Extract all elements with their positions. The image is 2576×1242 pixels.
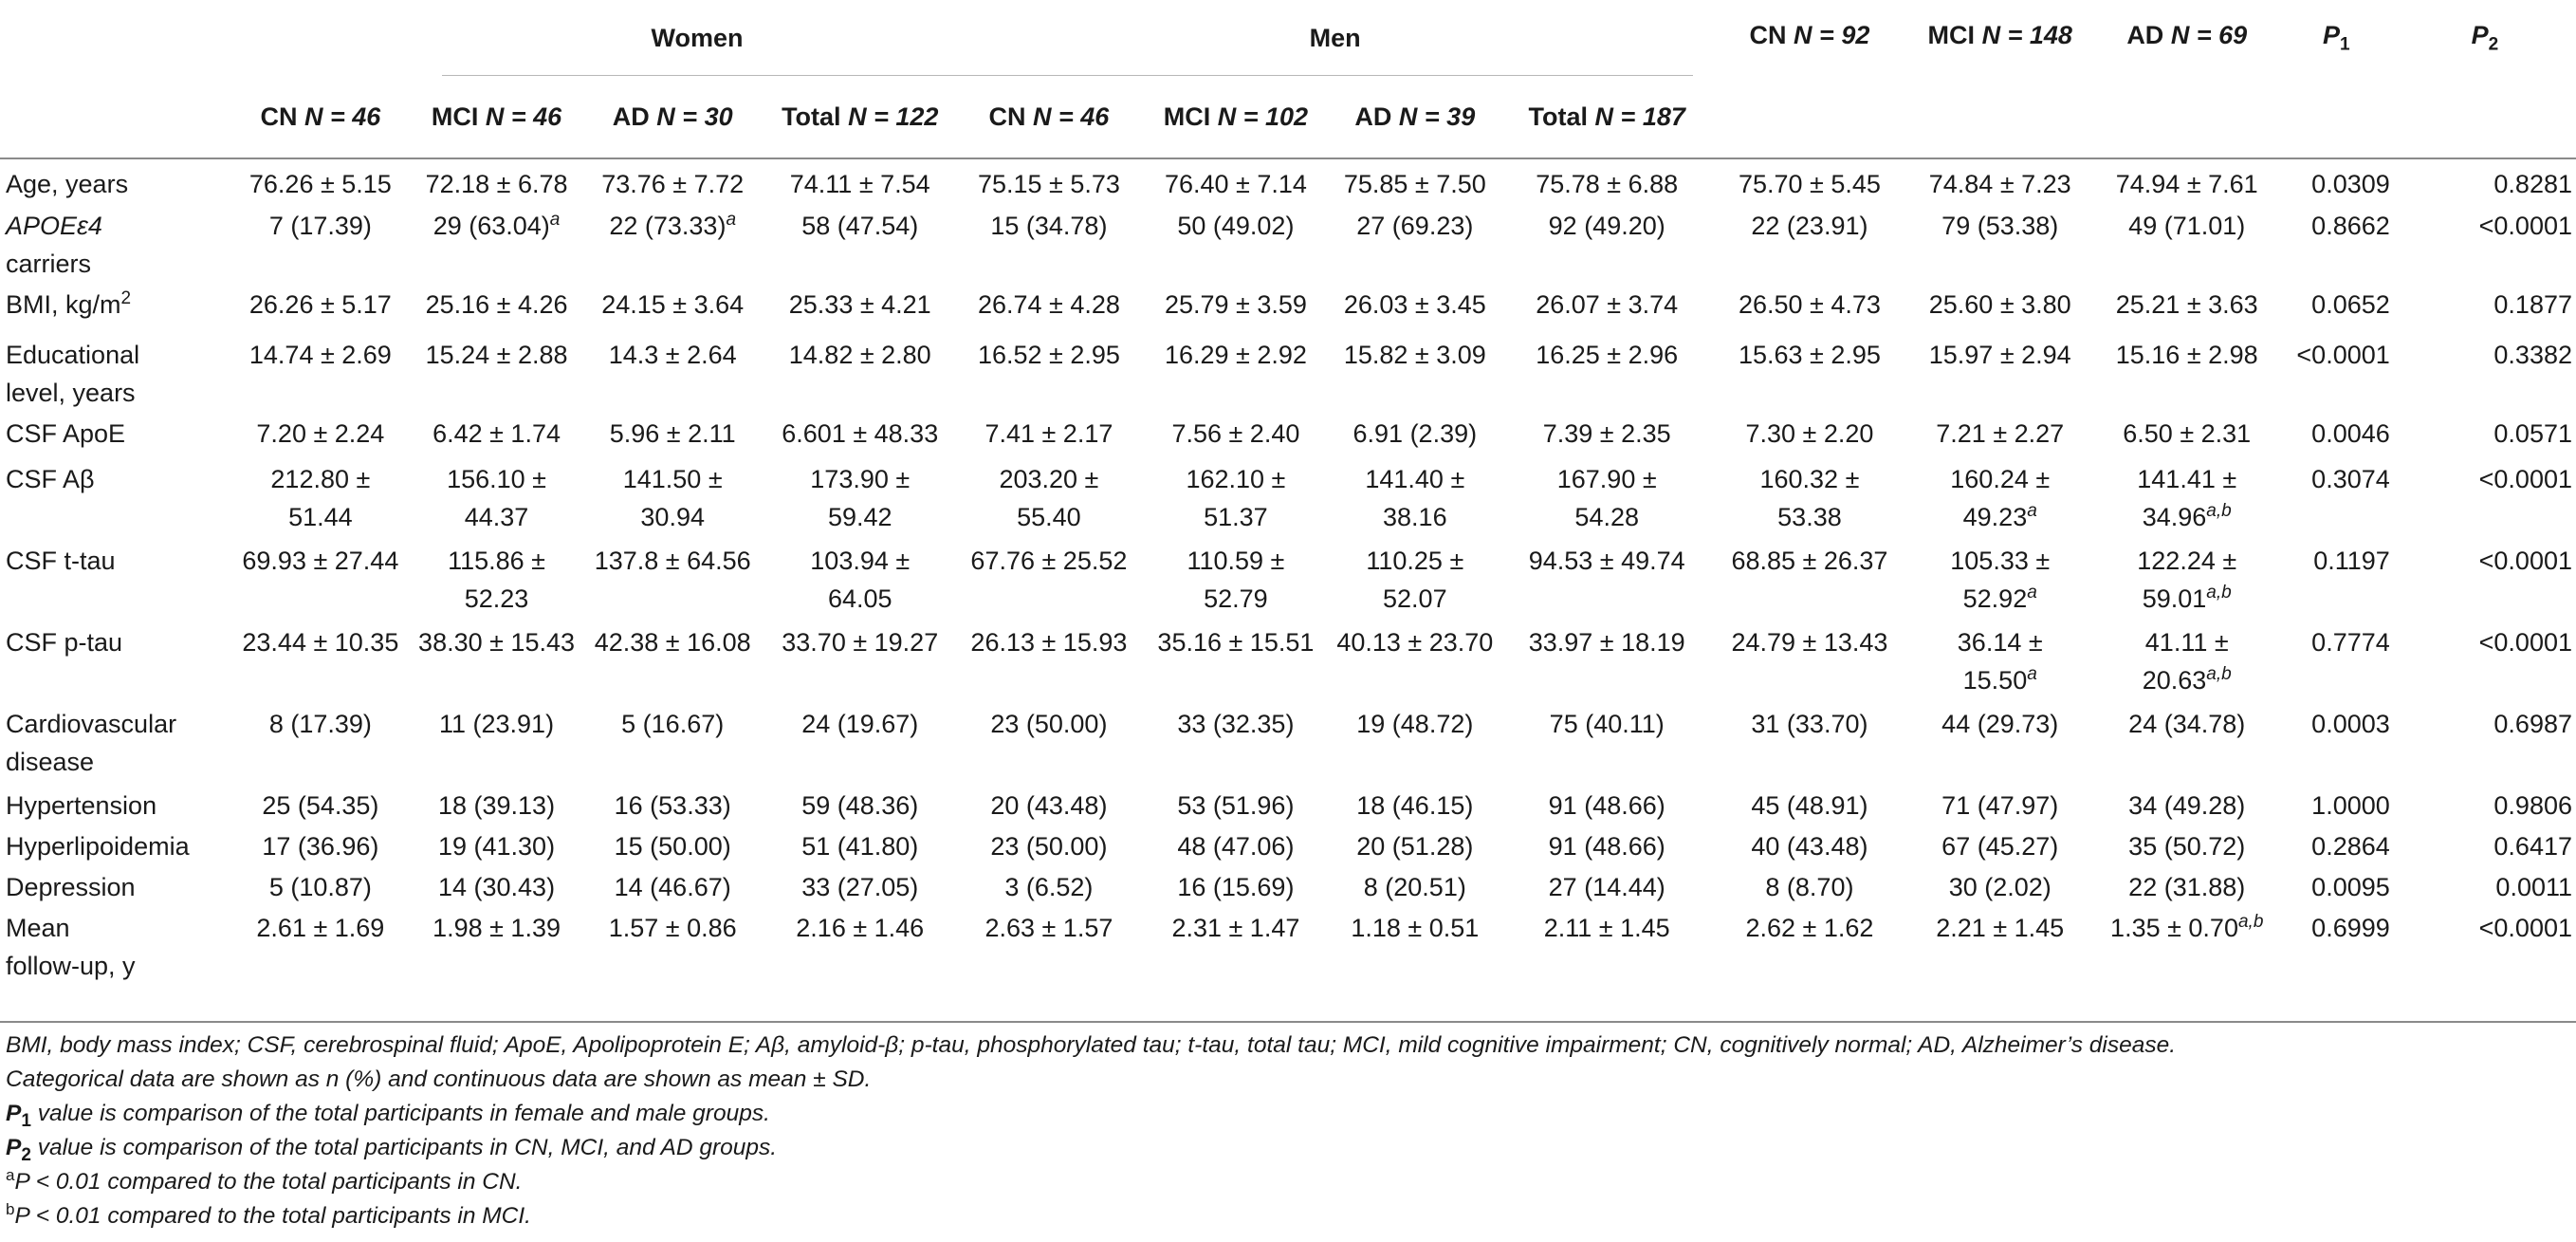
- men-cn-header: CN N = 46: [988, 102, 1110, 131]
- table-cell: 0.6999: [2311, 914, 2390, 942]
- table-cell: <0.0001: [2478, 914, 2572, 942]
- header-empty-2: [0, 76, 230, 158]
- table-cell: 0.0011: [2495, 873, 2572, 901]
- table-cell: 160.24 ± 49.23$^a$: [1950, 465, 2051, 531]
- table-row: [0, 827, 2576, 868]
- table-cell: 27 (69.23): [1356, 212, 1474, 240]
- row-label: CSF Aβ: [6, 465, 95, 493]
- table-cell: 0.1197: [2313, 547, 2390, 575]
- men-mci-header: MCI N = 102: [1163, 102, 1309, 131]
- table-cell: 26.07 ± 3.74: [1536, 290, 1679, 319]
- table-cell: 0.0571: [2493, 419, 2572, 448]
- row-label: Depression: [6, 873, 136, 901]
- table-cell: 203.20 ± 55.40: [999, 465, 1099, 531]
- table-cell: 7.56 ± 2.40: [1171, 419, 1300, 448]
- table-cell: 0.3074: [2311, 465, 2390, 493]
- table-cell: 7.21 ± 2.27: [1936, 419, 2065, 448]
- table-cell: 75.78 ± 6.88: [1536, 170, 1679, 198]
- table-cell: 6.42 ± 1.74: [432, 419, 561, 448]
- table-cell: 15 (50.00): [614, 832, 731, 861]
- table-cell: $1.35 \pm 0.70^{a,b}$: [2110, 912, 2264, 942]
- table-cell: 15.82 ± 3.09: [1343, 341, 1486, 369]
- table-cell: 33 (32.35): [1177, 710, 1295, 738]
- table-cell: 15.97 ± 2.94: [1928, 341, 2071, 369]
- table-cell: 33 (27.05): [801, 873, 919, 901]
- table-cell: <0.0001: [2296, 341, 2390, 369]
- table-cell: 53 (51.96): [1177, 791, 1295, 820]
- table-cell: 22 $(73.33)^a$: [609, 210, 737, 240]
- table-cell: 110.25 ± 52.07: [1366, 547, 1464, 613]
- table-cell: 42.38 ± 16.08: [594, 628, 751, 657]
- table-cell: 15 (34.78): [990, 212, 1108, 240]
- table-cell: 0.2864: [2311, 832, 2390, 861]
- table-cell: 2.31 ± 1.47: [1171, 914, 1300, 942]
- table-cell: 0.0003: [2311, 710, 2390, 738]
- table-cell: 79 (53.38): [1941, 212, 2059, 240]
- table-cell: 92 (49.20): [1548, 212, 1665, 240]
- table-cell: 0.6987: [2493, 710, 2572, 738]
- table-cell: 1.98 ± 1.39: [432, 914, 561, 942]
- table-cell: 22 (23.91): [1751, 212, 1868, 240]
- table-cell: 35 (50.72): [2128, 832, 2246, 861]
- p2-header: $P_2$: [2471, 21, 2499, 55]
- footnote-abbreviations: BMI, body mass index; CSF, cerebrospinal fluid; ApoE, Apolipoprotein E; Aβ, amyloid-β; p-tau, phosphorylated tau; t-tau, total tau; MCI, mild cognitive impairment; CN, cognitively normal; AD, Alzheimer’s disease.: [6, 1032, 2177, 1058]
- row-label: Age, years: [6, 170, 129, 198]
- table-cell: 0.0652: [2311, 290, 2390, 319]
- table-cell: 49 (71.01): [2128, 212, 2246, 240]
- table-cell: 8 (8.70): [1765, 873, 1854, 901]
- row-label: CSF t-tau: [6, 547, 116, 575]
- table-cell: 67 (45.27): [1941, 832, 2059, 861]
- table-cell: 74.94 ± 7.61: [2115, 170, 2258, 198]
- table-cell: 0.0095: [2311, 873, 2390, 901]
- table-cell: 2.16 ± 1.46: [796, 914, 925, 942]
- table-cell: 0.8281: [2493, 170, 2572, 198]
- table-cell: 24.79 ± 13.43: [1731, 628, 1888, 657]
- table-cell: 31 (33.70): [1751, 710, 1868, 738]
- table-cell: 25.79 ± 3.59: [1164, 290, 1307, 319]
- table-cell: 91 (48.66): [1548, 791, 1665, 820]
- table-cell: 105.33 ± 52.92$^a$: [1950, 547, 2051, 613]
- table-cell: 35.16 ± 15.51: [1157, 628, 1315, 657]
- table-cell: 162.10 ± 51.37: [1186, 465, 1286, 531]
- table-cell: 23 (50.00): [990, 710, 1108, 738]
- row-label: Hyperlipoidemia: [6, 832, 190, 861]
- women-mci-header: MCI N = 46: [431, 102, 562, 131]
- table-row: [0, 415, 2576, 460]
- table-cell: 5 (16.67): [621, 710, 725, 738]
- table-cell: 15.24 ± 2.88: [425, 341, 568, 369]
- row-label: CSF p-tau: [6, 628, 123, 657]
- table-cell: 74.11 ± 7.54: [789, 170, 930, 198]
- table-cell: 0.8662: [2311, 212, 2390, 240]
- table-cell: 16 (15.69): [1177, 873, 1295, 901]
- table-row: [0, 623, 2576, 705]
- table-cell: 17 (36.96): [262, 832, 379, 861]
- table-cell: 14 (30.43): [437, 873, 556, 901]
- table-cell: 67.76 ± 25.52: [970, 547, 1128, 575]
- table-cell: 59 (48.36): [801, 791, 919, 820]
- table-cell: 167.90 ± 54.28: [1556, 465, 1657, 531]
- table-cell: 23 (50.00): [990, 832, 1108, 861]
- table-cell: 141.40 ± 38.16: [1365, 465, 1465, 531]
- women-total-header: Total N = 122: [782, 102, 939, 131]
- table-cell: 8 (17.39): [268, 710, 372, 738]
- table-cell: 7.20 ± 2.24: [256, 419, 385, 448]
- table-cell: 141.50 ± 30.94: [622, 465, 723, 531]
- table-cell: 40.13 ± 23.70: [1336, 628, 1494, 657]
- table-cell: 91 (48.66): [1548, 832, 1665, 861]
- table-cell: 6.601 ± 48.33: [782, 419, 939, 448]
- table-cell: <0.0001: [2478, 628, 2572, 657]
- men-total-header: Total N = 187: [1528, 102, 1685, 131]
- table-cell: 74.84 ± 7.23: [1928, 170, 2071, 198]
- table-cell: 76.40 ± 7.14: [1164, 170, 1307, 198]
- table-cell: 6.50 ± 2.31: [2123, 419, 2252, 448]
- row-label: Hypertension: [6, 791, 157, 820]
- table-cell: 141.41 ± $34.96^{a,b}$: [2137, 465, 2237, 531]
- table-row: [0, 207, 2576, 286]
- table-cell: 29 $(63.04)^a$: [432, 210, 561, 240]
- table-cell: 26.13 ± 15.93: [970, 628, 1128, 657]
- table-row: [0, 705, 2576, 787]
- table-cell: <0.0001: [2478, 212, 2572, 240]
- table-cell: 6.91 (2.39): [1352, 419, 1478, 448]
- table-cell: 76.26 ± 5.15: [248, 170, 392, 198]
- women-ad-header: AD N = 30: [612, 102, 733, 131]
- table-cell: 2.61 ± 1.69: [256, 914, 385, 942]
- table-cell: 1.57 ± 0.86: [608, 914, 737, 942]
- table-cell: 26.50 ± 4.73: [1738, 290, 1881, 319]
- table-cell: 1.0000: [2311, 791, 2390, 820]
- table-cell: 51 (41.80): [801, 832, 919, 861]
- table-cell: 2.62 ± 1.62: [1745, 914, 1874, 942]
- table-cell: <0.0001: [2478, 465, 2572, 493]
- table-cell: 41.11 ± $20.63^{a,b}$: [2142, 628, 2232, 695]
- table-cell: 58 (47.54): [801, 212, 919, 240]
- table-row: [0, 336, 2576, 415]
- table-cell: 33.97 ± 18.19: [1528, 628, 1685, 657]
- table-cell: 50 (49.02): [1177, 212, 1295, 240]
- footnote-a: $^a$P < 0.01 compared to the total participants in CN.: [6, 1165, 523, 1195]
- table-cell: 0.3382: [2493, 341, 2572, 369]
- table-cell: 27 (14.44): [1548, 873, 1665, 901]
- table-cell: 22 (31.88): [2128, 873, 2246, 901]
- header-row-groups: [0, 0, 2576, 76]
- table-cell: 5.96 ± 2.11: [609, 419, 736, 448]
- footnote-data-shown: Categorical data are shown as n (%) and continuous data are shown as mean ± SD.: [6, 1066, 872, 1092]
- table-cell: 45 (48.91): [1751, 791, 1868, 820]
- table-cell: 26.26 ± 5.17: [248, 290, 392, 319]
- table-cell: 19 (48.72): [1356, 710, 1474, 738]
- table-cell: 30 (2.02): [1948, 873, 2052, 901]
- row-label: BMI, $kg/m^2$: [6, 288, 132, 319]
- table-cell: 94.53 ± 49.74: [1528, 547, 1685, 575]
- footnote-p2: $P_2$ value is comparison of the total participants in CN, MCI, and AD groups.: [6, 1135, 778, 1165]
- men-group-header: Men: [956, 0, 1714, 76]
- table-row: [0, 542, 2576, 623]
- table-row: [0, 286, 2576, 336]
- total-cn-header: CN N = 92: [1749, 21, 1870, 49]
- table-cell: 0.7774: [2311, 628, 2390, 657]
- table-footnotes: [6, 1029, 2176, 1233]
- table-cell: 122.24 ± $59.01^{a,b}$: [2137, 547, 2237, 613]
- table-cell: 2.63 ± 1.57: [984, 914, 1113, 942]
- table-row: [0, 787, 2576, 827]
- table-cell: 71 (47.97): [1941, 791, 2059, 820]
- table-cell: 156.10 ± 44.37: [447, 465, 546, 531]
- table-cell: 68.85 ± 26.37: [1731, 547, 1888, 575]
- table-cell: 14.74 ± 2.69: [248, 341, 392, 369]
- table-cell: 7.39 ± 2.35: [1542, 419, 1671, 448]
- table-cell: 25.60 ± 3.80: [1928, 290, 2071, 319]
- table-cell: 11 (23.91): [438, 710, 555, 738]
- table-cell: 14 (46.67): [614, 873, 731, 901]
- table-cell: 18 (39.13): [437, 791, 556, 820]
- table-cell: 173.90 ± 59.42: [810, 465, 911, 531]
- women-group-header: Women: [230, 0, 956, 76]
- table-cell: 44 (29.73): [1941, 710, 2059, 738]
- table-cell: 16.52 ± 2.95: [977, 341, 1120, 369]
- table-cell: 26.03 ± 3.45: [1343, 290, 1486, 319]
- table-cell: 33.70 ± 19.27: [782, 628, 939, 657]
- table-cell: 115.86 ± 52.23: [448, 547, 545, 613]
- table-cell: 75.85 ± 7.50: [1343, 170, 1486, 198]
- table-cell: 18 (46.15): [1356, 791, 1474, 820]
- table-cell: 25.33 ± 4.21: [788, 290, 931, 319]
- table-row: [0, 868, 2576, 909]
- table-cell: 24.15 ± 3.64: [601, 290, 745, 319]
- table-cell: 16.29 ± 2.92: [1164, 341, 1307, 369]
- table-cell: 212.80 ± 51.44: [270, 465, 371, 531]
- total-ad-header: AD N = 69: [2126, 21, 2248, 49]
- table-cell: 38.30 ± 15.43: [418, 628, 575, 657]
- table-cell: 137.8 ± 64.56: [594, 547, 751, 575]
- table-cell: 14.82 ± 2.80: [788, 341, 931, 369]
- men-ad-header: AD N = 39: [1354, 102, 1476, 131]
- table-cell: 19 (41.30): [437, 832, 556, 861]
- table-bottom-rule: [0, 1021, 2576, 1023]
- table-cell: <0.0001: [2478, 547, 2572, 575]
- table-cell: 7.41 ± 2.17: [984, 419, 1113, 448]
- table-cell: 7 (17.39): [268, 212, 372, 240]
- table-cell: 2.21 ± 1.45: [1936, 914, 2065, 942]
- table-cell: 75.15 ± 5.73: [977, 170, 1120, 198]
- row-label: APOEε4 carriers: [6, 212, 102, 278]
- table-cell: 2.11 ± 1.45: [1543, 914, 1670, 942]
- table-cell: 0.0309: [2311, 170, 2390, 198]
- table-cell: 69.93 ± 27.44: [242, 547, 399, 575]
- table-cell: 72.18 ± 6.78: [425, 170, 568, 198]
- table-cell: 24 (34.78): [2128, 710, 2246, 738]
- table-cell: 24 (19.67): [801, 710, 919, 738]
- table-cell: 25 (54.35): [262, 791, 379, 820]
- table-cell: 20 (43.48): [990, 791, 1108, 820]
- table-cell: 0.6417: [2493, 832, 2572, 861]
- table-cell: 40 (43.48): [1751, 832, 1868, 861]
- table-cell: 5 (10.87): [268, 873, 372, 901]
- table-cell: 160.32 ± 53.38: [1759, 465, 1860, 531]
- table-cell: 8 (20.51): [1363, 873, 1466, 901]
- table-cell: 25.16 ± 4.26: [425, 290, 568, 319]
- table-cell: 25.21 ± 3.63: [2115, 290, 2258, 319]
- table-cell: 14.3 ± 2.64: [608, 341, 737, 369]
- footnote-p1: $P_1$ value is comparison of the total participants in female and male groups.: [6, 1101, 770, 1131]
- table-cell: 75 (40.11): [1549, 710, 1665, 738]
- table-cell: 16 (53.33): [614, 791, 731, 820]
- table-cell: 48 (47.06): [1177, 832, 1295, 861]
- table-cell: 15.16 ± 2.98: [2115, 341, 2258, 369]
- table-cell: 3 (6.52): [1004, 873, 1094, 901]
- table-row: [0, 909, 2576, 985]
- row-label: Educational level, years: [6, 341, 140, 407]
- p1-header: $P_1$: [2323, 21, 2350, 55]
- row-label: CSF ApoE: [6, 419, 126, 448]
- table-cell: 0.0046: [2311, 419, 2390, 448]
- table-cell: 103.94 ± 64.05: [810, 547, 911, 613]
- row-label: Mean follow-up, y: [6, 914, 136, 980]
- table-cell: 7.30 ± 2.20: [1745, 419, 1874, 448]
- table-row: [0, 460, 2576, 542]
- table-cell: 75.70 ± 5.45: [1738, 170, 1881, 198]
- footnote-b: $^b$P < 0.01 compared to the total participants in MCI.: [6, 1199, 531, 1229]
- table-cell: 0.9806: [2493, 791, 2572, 820]
- table-cell: 23.44 ± 10.35: [242, 628, 399, 657]
- women-cn-header: CN N = 46: [260, 102, 381, 131]
- table-cell: 16.25 ± 2.96: [1536, 341, 1679, 369]
- header-empty: [0, 0, 230, 76]
- table-cell: 36.14 ± 15.50$^a$: [1957, 628, 2043, 695]
- total-mci-header: MCI N = 148: [1927, 21, 2072, 49]
- table-cell: 20 (51.28): [1356, 832, 1474, 861]
- table-cell: 15.63 ± 2.95: [1738, 341, 1881, 369]
- table-cell: 73.76 ± 7.72: [601, 170, 745, 198]
- table-cell: 0.1877: [2493, 290, 2572, 319]
- table-cell: 26.74 ± 4.28: [977, 290, 1120, 319]
- row-label: Cardiovascular disease: [6, 710, 177, 776]
- table-cell: 110.59 ± 52.79: [1187, 547, 1285, 613]
- table-row: [0, 159, 2576, 207]
- table-cell: 1.18 ± 0.51: [1351, 914, 1480, 942]
- table-cell: 34 (49.28): [2128, 791, 2246, 820]
